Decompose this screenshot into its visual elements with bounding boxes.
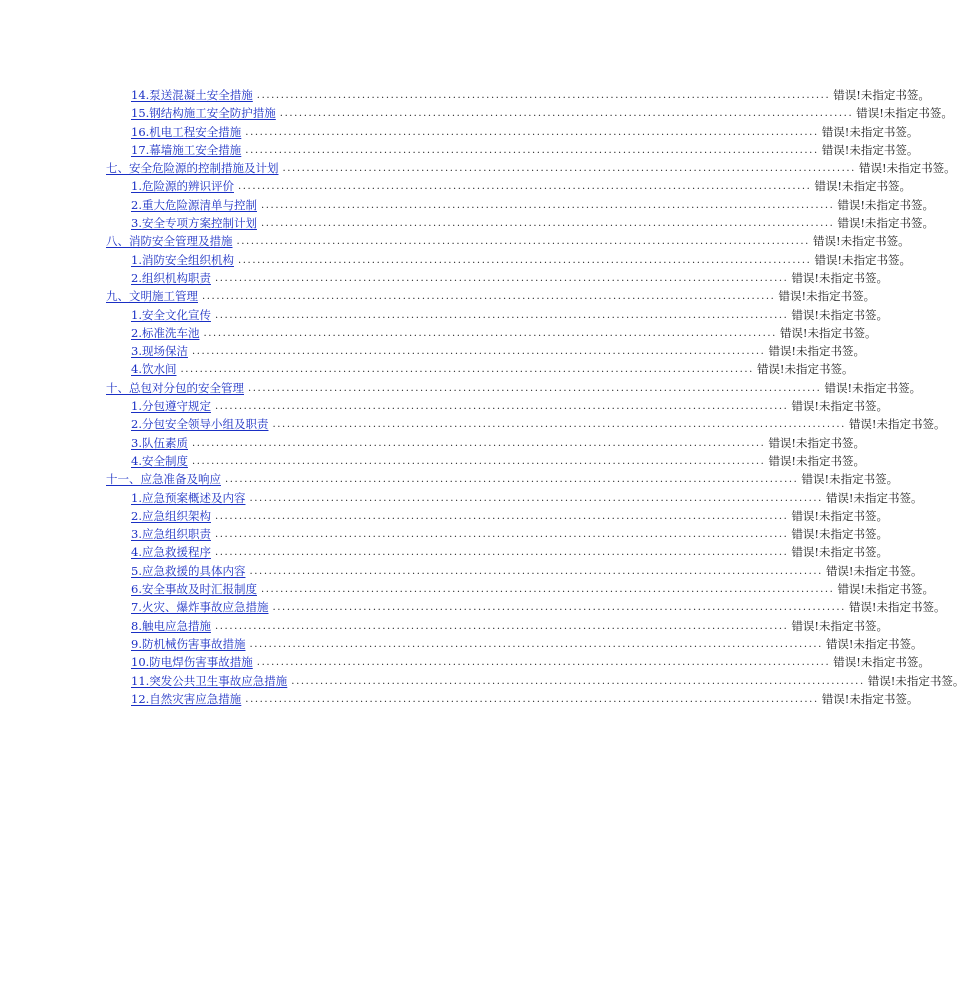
toc-dot-leader: ........................................................................................................................ bbox=[260, 584, 835, 596]
toc-dot-leader: ........................................................................................................................ bbox=[214, 401, 789, 413]
toc-subsection-entry[interactable] bbox=[106, 690, 919, 708]
toc-page-reference: 错误!未指定书签。 bbox=[837, 582, 935, 597]
toc-subsection-entry[interactable] bbox=[106, 196, 935, 214]
toc-dot-leader: ........................................................................................................................ bbox=[248, 382, 822, 394]
toc-section-entry[interactable] bbox=[106, 287, 876, 305]
toc-dot-leader: ........................................................................................................................ bbox=[214, 620, 789, 632]
toc-page-reference: 错误!未指定书签。 bbox=[856, 106, 953, 121]
toc-page-reference: 错误!未指定书签。 bbox=[821, 142, 919, 157]
toc-subsection-entry[interactable] bbox=[106, 177, 912, 195]
toc-subsection-entry[interactable] bbox=[106, 525, 889, 543]
toc-entry-link[interactable]: 1.安全文化宣传 bbox=[131, 307, 211, 322]
toc-dot-leader: ........................................................................................................................ bbox=[256, 657, 831, 669]
toc-page-reference: 错误!未指定书签。 bbox=[791, 399, 889, 414]
toc-dot-leader: ........................................................................................................................ bbox=[237, 181, 812, 193]
toc-dot-leader: ........................................................................................................................ bbox=[236, 236, 810, 248]
toc-dot-leader: ........................................................................................................................ bbox=[249, 565, 823, 577]
toc-dot-leader: ........................................................................................................................ bbox=[291, 675, 865, 687]
toc-subsection-entry[interactable] bbox=[106, 562, 923, 580]
toc-entry-link[interactable]: 8.触电应急措施 bbox=[131, 618, 211, 633]
toc-subsection-entry[interactable] bbox=[106, 397, 889, 415]
toc-subsection-entry[interactable] bbox=[106, 342, 866, 360]
toc-entry-link[interactable]: 1.分包遵守规定 bbox=[131, 399, 211, 414]
toc-entry-link[interactable]: 3.现场保洁 bbox=[131, 344, 188, 359]
toc-entry-link[interactable]: 十、总包对分包的安全管理 bbox=[106, 380, 244, 395]
toc-entry-link[interactable]: 1.应急预案概述及内容 bbox=[131, 490, 246, 505]
toc-section-entry[interactable] bbox=[106, 159, 956, 177]
toc-subsection-entry[interactable] bbox=[106, 653, 930, 671]
toc-page-reference: 错误!未指定书签。 bbox=[837, 197, 935, 212]
toc-entry-link[interactable]: 6.安全事故及时汇报制度 bbox=[131, 582, 257, 597]
toc-dot-leader: ........................................................................................................................ bbox=[260, 199, 835, 211]
toc-entry-link[interactable]: 八、消防安全管理及措施 bbox=[106, 234, 233, 249]
toc-page-reference: 错误!未指定书签。 bbox=[825, 636, 923, 651]
toc-subsection-entry[interactable] bbox=[106, 617, 889, 635]
toc-dot-leader: ........................................................................................................................ bbox=[282, 163, 856, 175]
toc-entry-link[interactable]: 九、文明施工管理 bbox=[106, 289, 198, 304]
toc-entry-link[interactable]: 17.幕墙施工安全措施 bbox=[131, 142, 242, 157]
toc-subsection-entry[interactable] bbox=[106, 214, 935, 232]
toc-entry-link[interactable]: 9.防机械伤害事故措施 bbox=[131, 636, 246, 651]
toc-dot-leader: ........................................................................................................................ bbox=[203, 327, 777, 339]
toc-dot-leader: ........................................................................................................................ bbox=[214, 272, 789, 284]
toc-page-reference: 错误!未指定书签。 bbox=[791, 270, 889, 285]
toc-page-reference: 错误!未指定书签。 bbox=[814, 179, 912, 194]
toc-page-reference: 错误!未指定书签。 bbox=[837, 216, 935, 231]
toc-subsection-entry[interactable] bbox=[106, 123, 919, 141]
toc-subsection-entry[interactable] bbox=[106, 324, 877, 342]
toc-page-reference: 错误!未指定书签。 bbox=[768, 344, 866, 359]
toc-page-reference: 错误!未指定书签。 bbox=[812, 234, 910, 249]
toc-page-reference: 错误!未指定书签。 bbox=[768, 453, 866, 468]
toc-page-reference: 错误!未指定书签。 bbox=[867, 673, 964, 688]
toc-subsection-entry[interactable] bbox=[106, 452, 866, 470]
toc-subsection-entry[interactable] bbox=[106, 598, 946, 616]
toc-dot-leader: ........................................................................................................................ bbox=[214, 309, 789, 321]
toc-dot-leader: ........................................................................................................................ bbox=[279, 108, 854, 120]
toc-dot-leader: ........................................................................................................................ bbox=[180, 364, 754, 376]
toc-entry-link[interactable]: 15.钢结构施工安全防护措施 bbox=[131, 106, 276, 121]
toc-dot-leader: ........................................................................................................................ bbox=[245, 144, 819, 156]
toc-dot-leader: ........................................................................................................................ bbox=[272, 419, 846, 431]
toc-entry-link[interactable]: 4.应急救援程序 bbox=[131, 545, 211, 560]
toc-subsection-entry[interactable] bbox=[106, 543, 889, 561]
toc-page-reference: 错误!未指定书签。 bbox=[821, 124, 919, 139]
toc-section-entry[interactable] bbox=[106, 232, 910, 250]
toc-page-reference: 错误!未指定书签。 bbox=[824, 380, 922, 395]
toc-dot-leader: ........................................................................................................................ bbox=[260, 218, 835, 230]
toc-entry-link[interactable]: 2.分包安全领导小组及职责 bbox=[131, 417, 269, 432]
toc-page-reference: 错误!未指定书签。 bbox=[814, 252, 912, 267]
toc-page-reference: 错误!未指定书签。 bbox=[756, 362, 854, 377]
toc-dot-leader: ........................................................................................................................ bbox=[245, 693, 819, 705]
toc-entry-link[interactable]: 七、安全危险源的控制措施及计划 bbox=[106, 161, 279, 176]
toc-subsection-entry[interactable] bbox=[106, 360, 854, 378]
toc-dot-leader: ........................................................................................................................ bbox=[225, 474, 799, 486]
toc-section-entry[interactable] bbox=[106, 470, 899, 488]
toc-subsection-entry[interactable] bbox=[106, 635, 923, 653]
toc-subsection-entry[interactable] bbox=[106, 104, 953, 122]
toc-page-reference: 错误!未指定书签。 bbox=[791, 508, 889, 523]
toc-dot-leader: ........................................................................................................................ bbox=[245, 126, 819, 138]
toc-page-reference: 错误!未指定书签。 bbox=[791, 545, 889, 560]
toc-entry-link[interactable]: 14.泵送混凝土安全措施 bbox=[131, 88, 253, 102]
toc-dot-leader: ........................................................................................................................ bbox=[191, 437, 766, 449]
toc-entry-link[interactable]: 10.防电焊伤害事故措施 bbox=[131, 655, 253, 670]
toc-page-reference: 错误!未指定书签。 bbox=[801, 472, 899, 487]
toc-entry-link[interactable]: 1.消防安全组织机构 bbox=[131, 252, 234, 267]
toc-subsection-entry[interactable] bbox=[106, 86, 930, 104]
toc-dot-leader: ........................................................................................................................ bbox=[214, 510, 789, 522]
toc-entry-link[interactable]: 12.自然灾害应急措施 bbox=[131, 691, 242, 706]
toc-subsection-entry[interactable] bbox=[106, 141, 919, 159]
toc-dot-leader: ........................................................................................................................ bbox=[191, 455, 766, 467]
toc-dot-leader: ........................................................................................................................ bbox=[214, 547, 789, 559]
toc-page-reference: 错误!未指定书签。 bbox=[825, 563, 923, 578]
toc-page-reference: 错误!未指定书签。 bbox=[858, 161, 956, 176]
toc-entry-link[interactable]: 2.标准洗车池 bbox=[131, 325, 200, 340]
toc-dot-leader: ........................................................................................................................ bbox=[214, 529, 789, 541]
table-of-contents bbox=[106, 86, 964, 708]
toc-dot-leader: ........................................................................................................................ bbox=[256, 90, 831, 101]
toc-page-reference: 错误!未指定书签。 bbox=[768, 435, 866, 450]
toc-page-reference: 错误!未指定书签。 bbox=[791, 618, 889, 633]
toc-page-reference: 错误!未指定书签。 bbox=[833, 655, 930, 670]
toc-subsection-entry[interactable] bbox=[106, 507, 889, 525]
toc-entry-link[interactable]: 3.队伍素质 bbox=[131, 435, 188, 450]
toc-page-reference: 错误!未指定书签。 bbox=[848, 417, 946, 432]
toc-subsection-entry[interactable] bbox=[106, 489, 923, 507]
toc-page-reference: 错误!未指定书签。 bbox=[779, 325, 877, 340]
toc-entry-link[interactable]: 3.应急组织职责 bbox=[131, 527, 211, 542]
toc-subsection-entry[interactable] bbox=[106, 415, 946, 433]
toc-dot-leader: ........................................................................................................................ bbox=[249, 638, 823, 650]
toc-page-reference: 错误!未指定书签。 bbox=[821, 691, 919, 706]
toc-entry-link[interactable]: 4.安全制度 bbox=[131, 453, 188, 468]
toc-subsection-entry[interactable] bbox=[106, 269, 889, 287]
toc-entry-link[interactable]: 4.饮水间 bbox=[131, 362, 177, 377]
toc-entry-link[interactable]: 3.安全专项方案控制计划 bbox=[131, 216, 257, 231]
toc-entry-link[interactable]: 1.危险源的辨识评价 bbox=[131, 179, 234, 194]
toc-subsection-entry[interactable] bbox=[106, 306, 889, 324]
toc-entry-link[interactable]: 2.重大危险源清单与控制 bbox=[131, 197, 257, 212]
toc-dot-leader: ........................................................................................................................ bbox=[237, 254, 812, 266]
toc-subsection-entry[interactable] bbox=[106, 434, 866, 452]
toc-entry-link[interactable]: 2.应急组织架构 bbox=[131, 508, 211, 523]
toc-subsection-entry[interactable] bbox=[106, 580, 935, 598]
toc-dot-leader: ........................................................................................................................ bbox=[272, 602, 846, 614]
toc-dot-leader: ........................................................................................................................ bbox=[249, 492, 823, 504]
toc-section-entry[interactable] bbox=[106, 379, 922, 397]
toc-dot-leader: ........................................................................................................................ bbox=[191, 346, 766, 358]
toc-entry-link[interactable]: 十一、应急准备及响应 bbox=[106, 472, 221, 487]
toc-page-reference: 错误!未指定书签。 bbox=[848, 600, 946, 615]
toc-dot-leader: ........................................................................................................................ bbox=[202, 291, 776, 303]
toc-subsection-entry[interactable] bbox=[106, 672, 964, 690]
toc-page-reference: 错误!未指定书签。 bbox=[791, 307, 889, 322]
toc-entry-link[interactable]: 7.火灾、爆炸事故应急措施 bbox=[131, 600, 269, 615]
toc-entry-link[interactable]: 11.突发公共卫生事故应急措施 bbox=[131, 673, 288, 688]
toc-entry-link[interactable]: 5.应急救援的具体内容 bbox=[131, 563, 246, 578]
toc-page-reference: 错误!未指定书签。 bbox=[791, 527, 889, 542]
toc-page-reference: 错误!未指定书签。 bbox=[778, 289, 876, 304]
toc-entry-link[interactable]: 2.组织机构职责 bbox=[131, 270, 211, 285]
toc-entry-link[interactable]: 16.机电工程安全措施 bbox=[131, 124, 242, 139]
toc-subsection-entry[interactable] bbox=[106, 251, 912, 269]
toc-page-reference: 错误!未指定书签。 bbox=[825, 490, 923, 505]
toc-page-reference: 错误!未指定书签。 bbox=[833, 88, 930, 102]
